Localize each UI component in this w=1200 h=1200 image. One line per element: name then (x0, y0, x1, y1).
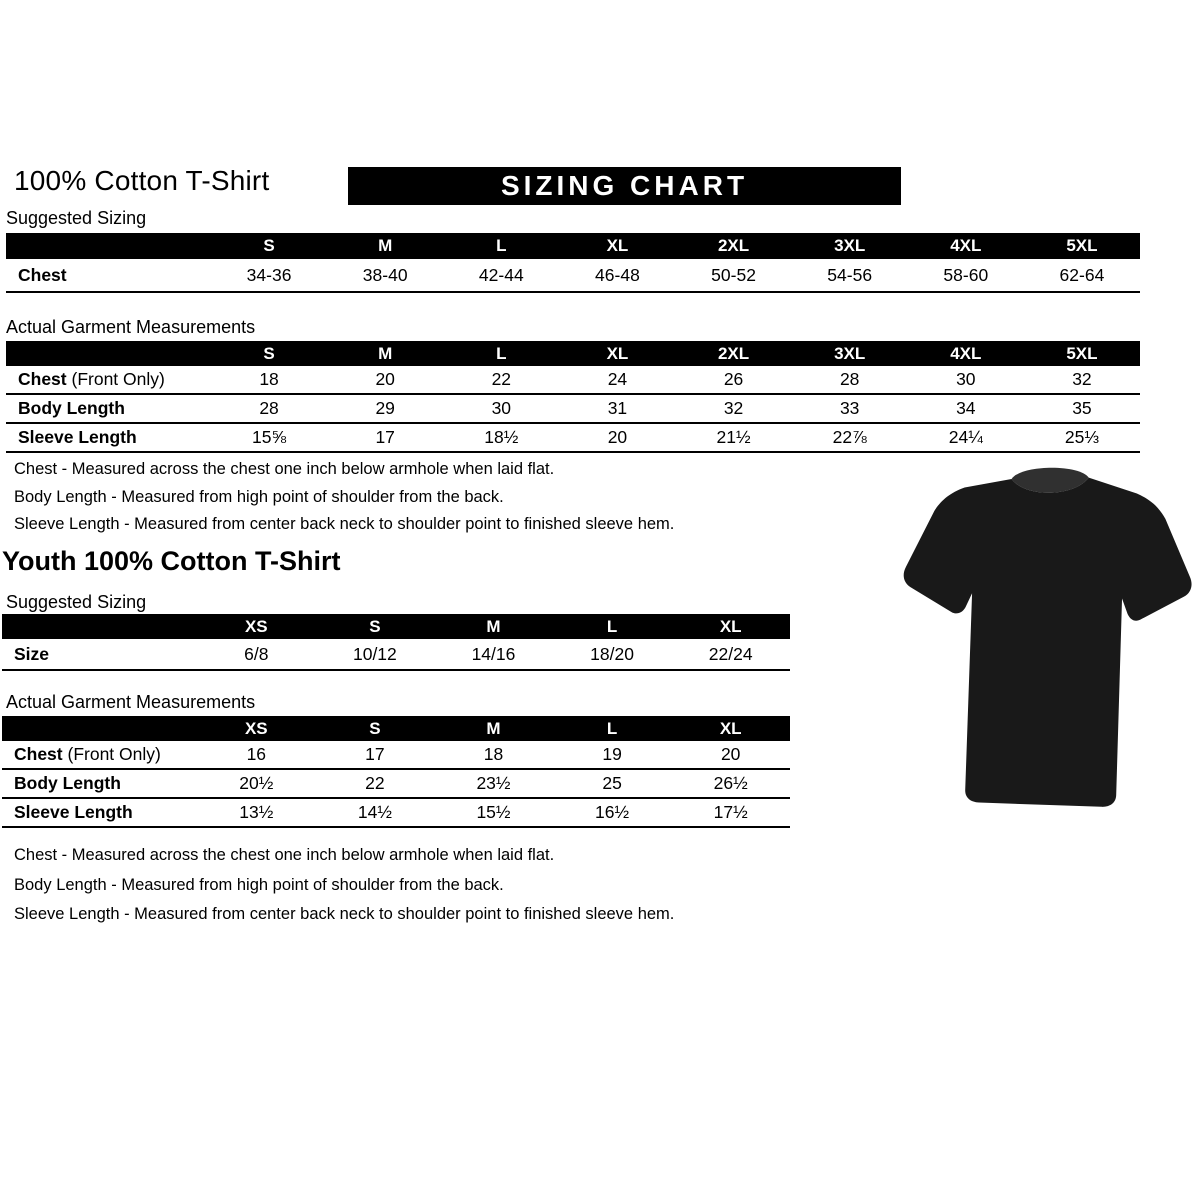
sizing-chart-banner: SIZING CHART (348, 167, 901, 205)
size-col-header: M (434, 614, 553, 639)
measurement-value: 21½ (716, 427, 751, 447)
corner-cell (6, 233, 211, 259)
measurement-value: 18 (259, 369, 279, 389)
table-row (2, 639, 790, 670)
measurement-value: 6/8 (244, 643, 269, 664)
measurement-value: 26½ (713, 773, 748, 793)
measurement-value: 38-40 (362, 264, 408, 285)
size-col-header: XL (671, 614, 790, 639)
table-row (2, 798, 790, 827)
size-col-header: M (327, 233, 443, 259)
table-row (2, 741, 790, 769)
note-line: Sleeve Length - Measured from center back neck to shoulder point to finished sleeve hem. (14, 515, 675, 533)
size-header-row (2, 614, 790, 639)
measurement-value: 26 (723, 369, 744, 389)
measurement-value: 30 (491, 398, 512, 418)
row-label (6, 366, 211, 394)
youth-suggested-sizing-label: Suggested Sizing (6, 592, 147, 612)
size-col-header: 2XL (676, 233, 792, 259)
page-title: 100% Cotton T-Shirt (14, 165, 270, 196)
measurement-value: 22⅞ (832, 427, 867, 447)
measurement-value: 18½ (484, 427, 519, 447)
note-line: Sleeve Length - Measured from center back neck to shoulder point to finished sleeve hem. (14, 905, 675, 923)
measurement-value: 32 (723, 398, 744, 418)
note-line: Chest - Measured across the chest one inch below armhole when laid flat. (14, 460, 555, 478)
size-col-header: 3XL (792, 341, 908, 366)
size-col-header: XL (671, 716, 790, 741)
measurement-value: 28 (259, 398, 279, 418)
measurement-value: 23½ (476, 773, 511, 793)
size-col-header: 5XL (1024, 233, 1140, 259)
size-col-header: XS (197, 716, 316, 741)
row-label: Body Length (14, 773, 121, 793)
youth-measurement-notes (14, 841, 674, 930)
size-col-header: M (327, 341, 443, 366)
measurement-value: 46-48 (595, 264, 640, 285)
corner-cell (2, 614, 197, 639)
measurement-value: 25 (602, 773, 622, 793)
note-line: Body Length - Measured from high point of shoulder from the back. (14, 487, 504, 506)
note-line: Body Length - Measured from high point of shoulder from the back. (14, 875, 504, 894)
measurement-value: 31 (607, 398, 628, 418)
size-header-row (2, 716, 790, 741)
row-label-suffix: (Front Only) (66, 369, 165, 389)
table-row (6, 366, 1140, 394)
size-header-row (6, 233, 1140, 259)
youth-suggested-sizing-table (2, 614, 790, 671)
measurement-value: 13½ (239, 802, 274, 822)
measurement-value: 16½ (595, 802, 630, 822)
measurement-value: 54-56 (827, 264, 873, 285)
measurement-value: 33 (839, 398, 860, 418)
tshirt-product-image (887, 453, 1200, 828)
size-col-header: L (443, 233, 559, 259)
measurement-value: 22 (491, 369, 512, 389)
size-col-header: 4XL (908, 341, 1024, 366)
measurement-value: 29 (375, 398, 395, 418)
youth-section-title: Youth 100% Cotton T-Shirt (2, 546, 341, 576)
measurement-value: 20 (607, 427, 628, 447)
corner-cell (6, 341, 211, 366)
measurement-value: 22/24 (708, 643, 753, 664)
measurement-value: 30 (956, 369, 976, 389)
adult-suggested-sizing-table (6, 233, 1140, 293)
measurement-value: 20½ (239, 773, 274, 793)
measurement-value: 62-64 (1059, 264, 1105, 285)
corner-cell (2, 716, 197, 741)
row-label-suffix: (Front Only) (62, 744, 161, 764)
measurement-value: 16 (246, 744, 267, 764)
measurement-value: 17 (375, 427, 395, 447)
row-label: Sleeve Length (18, 427, 137, 447)
table-row (6, 259, 1140, 292)
adult-measurement-notes (14, 456, 674, 539)
size-col-header: M (434, 716, 553, 741)
measurement-value: 15½ (476, 802, 511, 822)
row-label-main: Chest (18, 369, 67, 389)
measurement-value: 50-52 (711, 264, 756, 285)
size-col-header: 2XL (676, 341, 792, 366)
size-col-header: L (553, 614, 672, 639)
tshirt-silhouette-icon (887, 453, 1200, 828)
table-row (6, 423, 1140, 452)
size-header-row (6, 341, 1140, 366)
measurement-value: 42-44 (478, 264, 524, 285)
adult-actual-measurements-label: Actual Garment Measurements (6, 317, 256, 337)
row-label-main: Chest (14, 744, 63, 764)
measurement-value: 28 (839, 369, 860, 389)
measurement-value: 24¼ (948, 427, 983, 447)
adult-suggested-sizing-label: Suggested Sizing (6, 208, 147, 228)
size-col-header: XL (559, 233, 675, 259)
measurement-value: 20 (375, 369, 395, 389)
measurement-value: 35 (1072, 398, 1092, 418)
measurement-value: 22 (365, 773, 385, 793)
size-col-header: L (443, 341, 559, 366)
adult-actual-measurements-table (6, 341, 1140, 453)
row-label: Chest (18, 264, 67, 285)
measurement-value: 14½ (357, 802, 392, 822)
measurement-value: 18/20 (590, 643, 634, 664)
measurement-value: 14/16 (471, 643, 516, 664)
table-row (2, 769, 790, 798)
size-col-header: S (316, 614, 435, 639)
youth-actual-measurements-table (2, 716, 790, 828)
size-col-header: S (211, 233, 327, 259)
size-col-header: 3XL (792, 233, 908, 259)
note-line: Chest - Measured across the chest one inch below armhole when laid flat. (14, 846, 555, 864)
row-label: Size (14, 643, 50, 664)
size-col-header: S (211, 341, 327, 366)
measurement-value: 17 (365, 744, 385, 764)
measurement-value: 32 (1072, 369, 1092, 389)
youth-actual-measurements-label: Actual Garment Measurements (6, 692, 256, 712)
size-col-header: 5XL (1024, 341, 1140, 366)
measurement-value: 25⅓ (1064, 427, 1099, 447)
row-label: Body Length (18, 398, 125, 418)
measurement-value: 17½ (713, 802, 748, 822)
measurement-value: 15⅝ (252, 427, 287, 447)
measurement-value: 34 (956, 398, 976, 418)
measurement-value: 24 (607, 369, 628, 389)
measurement-value: 34-36 (246, 264, 292, 285)
measurement-value: 20 (720, 744, 741, 764)
measurement-value: 10/12 (352, 643, 397, 664)
size-col-header: 4XL (908, 233, 1024, 259)
measurement-value: 19 (602, 744, 622, 764)
measurement-value: 18 (483, 744, 504, 764)
table-row (6, 394, 1140, 423)
size-col-header: S (316, 716, 435, 741)
size-col-header: L (553, 716, 672, 741)
measurement-value: 58-60 (943, 264, 989, 285)
size-col-header: XS (197, 614, 316, 639)
row-label (2, 741, 197, 769)
row-label: Sleeve Length (14, 802, 133, 822)
size-col-header: XL (559, 341, 675, 366)
